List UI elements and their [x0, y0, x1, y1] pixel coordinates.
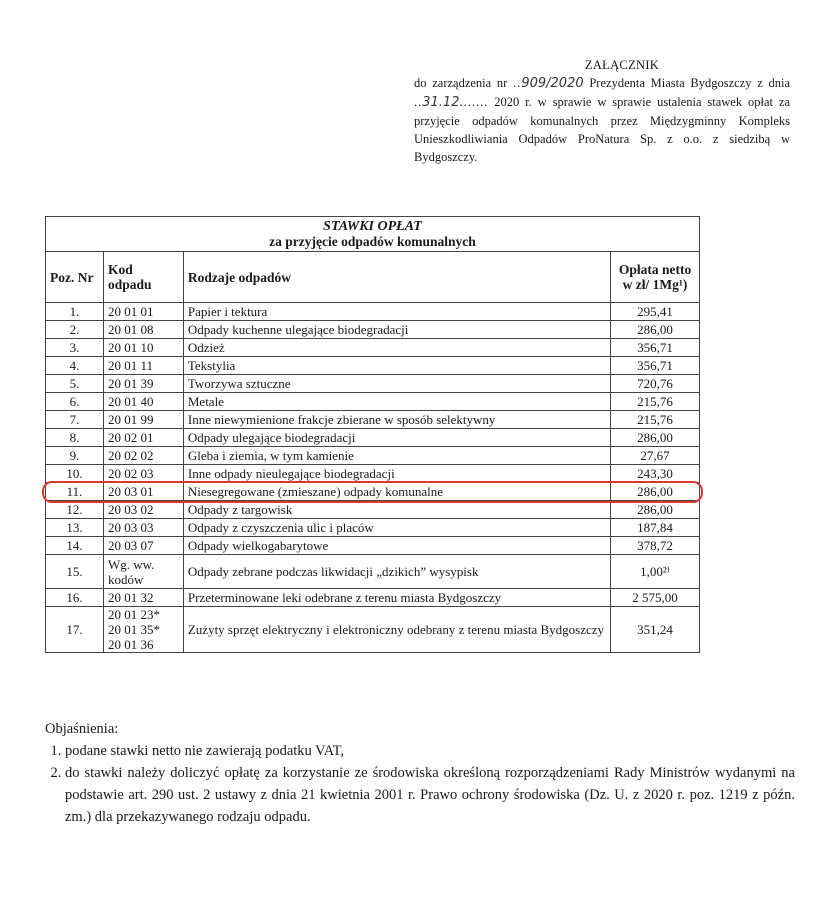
cell-kod: 20 02 02: [103, 447, 183, 465]
cell-kod: 20 03 02: [103, 501, 183, 519]
attachment-header: [414, 56, 790, 166]
cell-nr: 15.: [46, 555, 104, 589]
cell-rodzaj: Odpady wielkogabarytowe: [183, 537, 610, 555]
header-rodzaj: Rodzaje odpadów: [183, 252, 610, 303]
cell-nr: 7.: [46, 411, 104, 429]
cell-rodzaj: Papier i tektura: [183, 303, 610, 321]
table-row: [46, 447, 700, 465]
header-line2-post: 2020 r. w sprawie w sprawie ustalenia stawek opłat za przyjęcie odpadów komunalnych przez Międzygminny Kompleks Unieszkodliwiania Odpadów ProNatura Sp. z o.o. z siedzibą w Bydgoszczy.: [414, 95, 790, 164]
explanations-heading: Objaśnienia:: [45, 721, 119, 737]
table-row: [46, 303, 700, 321]
header-text: do zarządzenia nr ..909/2020 Prezydenta Miasta Bydgoszczy z dnia ..31.12....... 2020 r. w sprawie w sprawie ustalenia stawek opłat za przyjęcie odpadów komunalnych przez Międzygminny Kompleks Unieszkodliwiania Odpadów ProNatura Sp. z o.o. z siedzibą w Bydgoszczy.: [414, 76, 791, 164]
explanations-list: [45, 740, 795, 828]
cell-oplata: 286,00: [611, 321, 700, 339]
table-caption: [46, 217, 700, 252]
cell-kod: 20 03 03: [103, 519, 183, 537]
cell-kod: 20 02 01: [103, 429, 183, 447]
explanation-item: 2. do stawki należy doliczyć opłatę za korzystanie ze środowiska określoną rozporządzeniami Rady Ministrów wydanymi na podstawie art. 290 ust. 2 ustawy z dnia 21 kwietnia 2001 r. Prawo ochrony środowiska (Dz. U. z 2020 r. poz. 1219 z późn. zm.) dla przekazywanego rodzaju odpadu.: [65, 762, 795, 828]
cell-oplata: 378,72: [611, 537, 700, 555]
handwritten-date: 31.12.: [422, 95, 464, 110]
header-line2-pre: z dnia: [757, 76, 791, 90]
cell-oplata: 295,41: [611, 303, 700, 321]
cell-oplata: 1,00²⁾: [611, 555, 700, 589]
table-row: [46, 519, 700, 537]
cell-kod: Wg. ww. kodów: [103, 555, 183, 589]
cell-rodzaj: Przeterminowane leki odebrane z terenu miasta Bydgoszczy: [183, 589, 610, 607]
cell-nr: 5.: [46, 375, 104, 393]
cell-nr: 8.: [46, 429, 104, 447]
cell-oplata: 286,00: [611, 429, 700, 447]
cell-rodzaj: Tworzywa sztuczne: [183, 375, 610, 393]
cell-rodzaj: Odpady kuchenne ulegające biodegradacji: [183, 321, 610, 339]
cell-oplata: 356,71: [611, 357, 700, 375]
cell-rodzaj: Metale: [183, 393, 610, 411]
table-header-row: [46, 252, 700, 303]
cell-oplata: 215,76: [611, 411, 700, 429]
cell-kod: 20 01 01: [103, 303, 183, 321]
cell-oplata: 243,30: [611, 465, 700, 483]
cell-oplata: 215,76: [611, 393, 700, 411]
cell-kod: 20 03 07: [103, 537, 183, 555]
cell-nr: 12.: [46, 501, 104, 519]
cell-oplata: 286,00: [611, 501, 700, 519]
cell-rodzaj: Inne niewymienione frakcje zbierane w sposób selektywny: [183, 411, 610, 429]
table-body: [46, 303, 700, 607]
header-line1-pre: do zarządzenia nr: [414, 76, 508, 90]
cell-nr: 3.: [46, 339, 104, 357]
cell-kod: 20 01 32: [103, 589, 183, 607]
table-subtitle: za przyjęcie odpadów komunalnych: [269, 234, 476, 249]
table-row: [46, 483, 700, 501]
rates-table: [45, 216, 700, 653]
cell-oplata: 720,76: [611, 375, 700, 393]
cell-nr: 4.: [46, 357, 104, 375]
cell-kod: 20 02 03: [103, 465, 183, 483]
header-poz: Poz. Nr: [46, 252, 104, 303]
cell-rodzaj: Odzież: [183, 339, 610, 357]
header-kod: Kod odpadu: [103, 252, 183, 303]
cell-nr: 17.: [46, 607, 104, 653]
cell-nr: 9.: [46, 447, 104, 465]
table-row: [46, 411, 700, 429]
cell-rodzaj: Niesegregowane (zmieszane) odpady komunalne: [183, 483, 610, 501]
cell-oplata: 2 575,00: [611, 589, 700, 607]
explanation-item: 1. podane stawki netto nie zawierają podatku VAT,: [65, 740, 795, 762]
cell-nr: 13.: [46, 519, 104, 537]
cell-oplata: 27,67: [611, 447, 700, 465]
cell-nr: 6.: [46, 393, 104, 411]
cell-nr: 10.: [46, 465, 104, 483]
cell-rodzaj: Tekstylia: [183, 357, 610, 375]
table-row: [46, 555, 700, 589]
cell-rodzaj: Odpady zebrane podczas likwidacji „dzikich” wysypisk: [183, 555, 610, 589]
cell-kod: 20 01 40: [103, 393, 183, 411]
table-row: [46, 375, 700, 393]
cell-kod-line: 20 01 36: [107, 637, 154, 652]
cell-rodzaj: Odpady z czyszczenia ulic i placów: [183, 519, 610, 537]
table-row: [46, 465, 700, 483]
cell-kod: 20 01 99: [103, 411, 183, 429]
cell-rodzaj: Odpady z targowisk: [183, 501, 610, 519]
cell-nr: 14.: [46, 537, 104, 555]
cell-oplata: 286,00: [611, 483, 700, 501]
cell-kod: [103, 607, 183, 653]
cell-kod: 20 01 11: [103, 357, 183, 375]
cell-rodzaj: Gleba i ziemia, w tym kamienie: [183, 447, 610, 465]
table-row: [46, 429, 700, 447]
cell-kod: 20 01 08: [103, 321, 183, 339]
cell-kod: 20 03 01: [103, 483, 183, 501]
handwritten-order-number: 909/2020: [521, 76, 584, 91]
table-title: STAWKI OPŁAT: [323, 219, 422, 234]
cell-nr: 16.: [46, 589, 104, 607]
cell-kod: 20 01 10: [103, 339, 183, 357]
cell-nr: 2.: [46, 321, 104, 339]
cell-rodzaj: Odpady ulegające biodegradacji: [183, 429, 610, 447]
table-row: [46, 589, 700, 607]
header-line1-post: Prezydenta Miasta Bydgoszczy: [589, 76, 752, 90]
cell-oplata: 351,24: [611, 607, 700, 653]
cell-nr: 11.: [46, 483, 104, 501]
cell-kod: 20 01 39: [103, 375, 183, 393]
table-caption-row: [46, 217, 700, 252]
cell-oplata: 356,71: [611, 339, 700, 357]
table-row: [46, 607, 700, 653]
table-row: [46, 357, 700, 375]
cell-oplata: 187,84: [611, 519, 700, 537]
table-row: [46, 339, 700, 357]
table-row: [46, 393, 700, 411]
attachment-title: ZAŁĄCZNIK: [584, 58, 660, 72]
cell-kod-line: 20 01 35*: [107, 622, 160, 637]
table-row: [46, 321, 700, 339]
table-row: [46, 501, 700, 519]
table-row: [46, 537, 700, 555]
cell-rodzaj: Zużyty sprzęt elektryczny i elektroniczny odebrany z terenu miasta Bydgoszczy: [183, 607, 610, 653]
header-oplata: Opłata netto w zł/ 1Mg¹): [611, 252, 700, 303]
explanations: [45, 718, 795, 828]
cell-kod-line: 20 01 23*: [107, 607, 160, 622]
cell-rodzaj: Inne odpady nieulegające biodegradacji: [183, 465, 610, 483]
cell-nr: 1.: [46, 303, 104, 321]
